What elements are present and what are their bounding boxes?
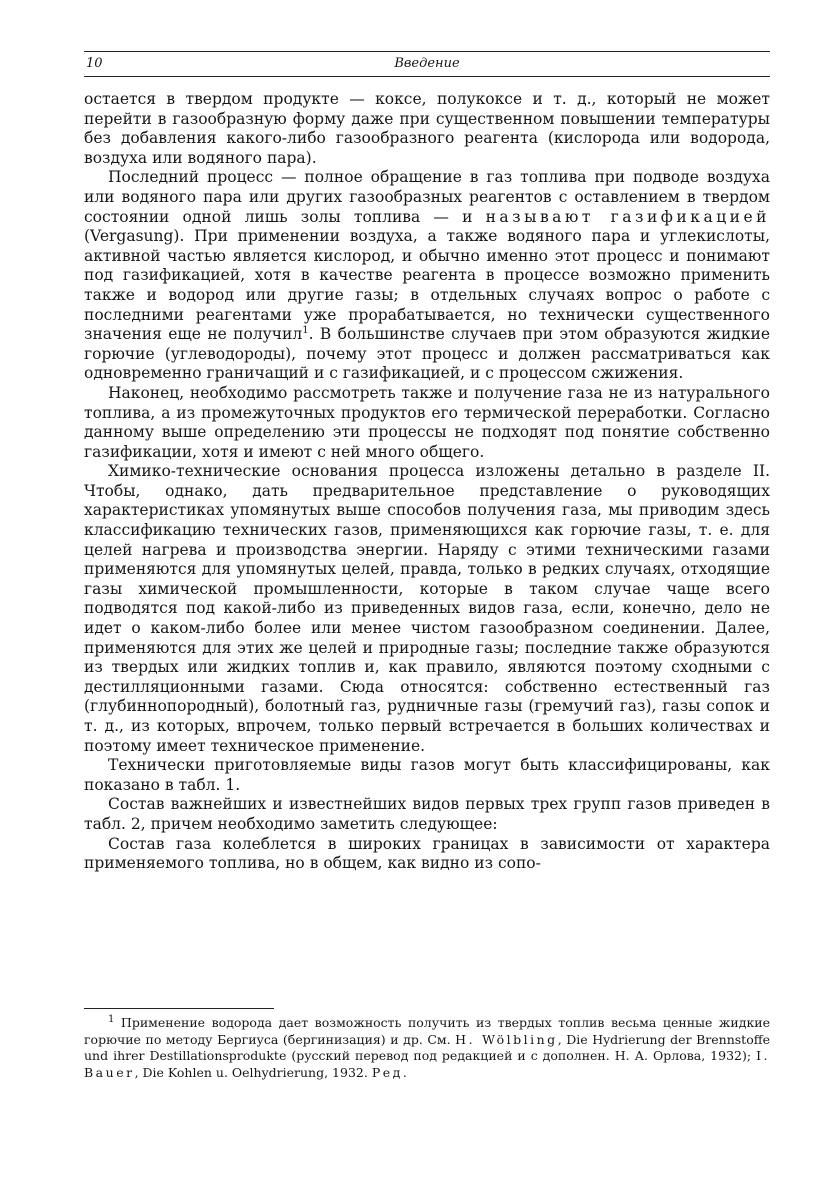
body-text (84, 90, 770, 874)
footnote (84, 1015, 770, 1081)
paragraph-4-text: Химико-технические основания процесса изложены детально в разделе II. Чтобы, однако, дать предварительное представление о руководящих характеристиках упомянутых выше способов получения газа, мы приводим здесь классификацию технических газов, применяющихся как горючие газы, т. е. для целей нагрева и производства энергии. Наряду с этими техническими газами применяются для упомянутых целей, правда, только в редких случаях, отходящие газы химической промышленности, которые в таком случае чаще всего подводятся под какой-либо из приведенных видов газа, если, конечно, дело не идет о каком-либо более или менее чистом газообразном соединении. Далее, применяются для этих же целей и природные газы; последние также образуются из твердых или жидких топлив и, как правило, являются поэтому сходными с дестилляционными газами. Сюда относятся: собственно естественный газ (глубиннопородный), болотный газ, рудничные газы (гремучий газ), газы сопок и т. д., из которых, впрочем, только первый встречается в больших количествах и поэтому имеет техническое применение. (84, 462, 770, 755)
paragraph-6-text: Состав важнейших и известнейших видов первых трех групп газов приведен в табл. 2, причем необходимо заметить следующее: (84, 795, 770, 833)
footnote-paragraph (84, 1015, 770, 1081)
page-number: 10 (86, 56, 103, 71)
paragraph-7 (84, 835, 770, 874)
paragraph-1-text: остается в твердом продукте — коксе, полукоксе и т. д., который не может перейти в газообразную форму даже при существенном повышении температуры без добавления какого-либо газообразного реагента (кислорода или водорода, воздуха или водяного пара). (84, 90, 770, 167)
paragraph-5-text: Технически приготовляемые виды газов могут быть классифицированы, как показано в табл. 1. (84, 756, 770, 794)
paragraph-3-text: Наконец, необходимо рассмотреть также и получение газа не из натурального топлива, а из промежуточных продуктов его термической переработки. Согласно данному выше определению эти процессы не подходят под понятие собственно газификации, хотя и имеют с ней много общего. (84, 383, 770, 461)
footnote-author-1: H. Wölbling (455, 1031, 558, 1047)
paragraph-2-text-c: . В большинстве случаев при этом образуются жидкие горючие (углеводороды), почему этот процесс и должен рассматриваться как одновременно граничащий и с газификацией, и с процессом сжижения. (84, 325, 771, 383)
paragraph-4 (84, 462, 770, 756)
paragraph-7-text: Состав газа колеблется в широких границах в зависимости от характера применяемого топлива, но в общем, как видно из сопо- (84, 834, 770, 873)
footnote-text-a: Применение водорода дает возможность получить из твердых топлив весьма ценные жидкие горючие по методу Бергиуса (бергинизация) и др. См. (84, 1015, 770, 1047)
paragraph-3 (84, 384, 770, 462)
paragraph-6 (84, 795, 770, 834)
running-title: Введение (394, 56, 460, 71)
paragraph-2-emphasis: называют газификацией (485, 207, 770, 226)
footnote-author-2: I. Bauer (84, 1048, 770, 1080)
footnote-divider (84, 1008, 274, 1009)
footnote-editor-note: Ред. (371, 1064, 410, 1080)
paragraph-5 (84, 756, 770, 795)
footnote-text-c: , Die Kohlen u. Oelhydrierung, 1932. (134, 1064, 372, 1080)
paragraph-2-text-a: Последний процесс — полное обращение в газ топлива при подводе воздуха или водяного пара или других газообразных реагентов с оставлением в твердом состоянии одной лишь золы топлива — и (84, 168, 770, 226)
footnote-reference: 1 (302, 324, 309, 336)
footnote-text-b: , Die Hydrierung der Brennstoffe und ihrer Destillationsprodukte (русский перевод под редакцией и с дополнен. Н. А. Орлова, 1932); (84, 1031, 770, 1064)
footnote-mark: 1 (108, 1013, 115, 1025)
paragraph-2 (84, 168, 770, 384)
paragraph-2-text-b: (Vergasung). При применении воздуха, а также водяного пара и углекислоты, активной частью является кислород, и обычно именно этот процесс и понимают под газификацией, хотя в качестве реагента в процессе возможно применить также и водород или другие газы; в отдельных случаях вопрос о работе с последними реагентами уже прорабатывается, но технически существенного значения еще не получил (84, 227, 770, 344)
paragraph-1 (84, 90, 770, 168)
running-header (84, 51, 770, 77)
